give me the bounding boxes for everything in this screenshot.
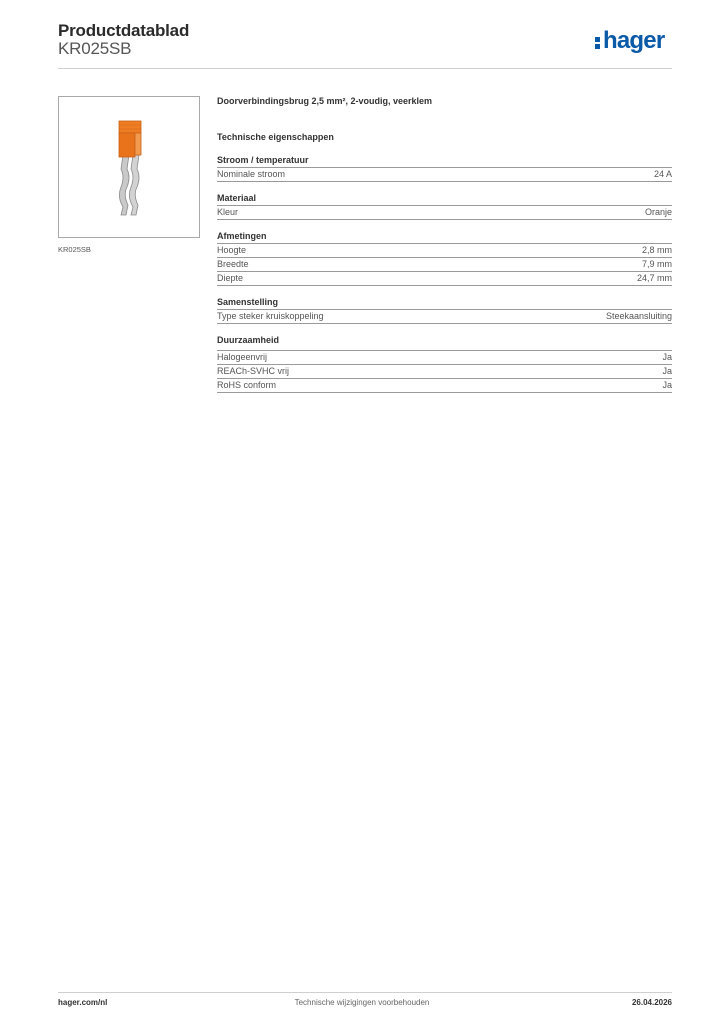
technical-properties-heading: Technische eigenschappen	[217, 132, 334, 142]
property-row	[217, 351, 672, 365]
property-row	[217, 379, 672, 393]
property-value: Oranje	[644, 207, 672, 217]
property-label: Diepte	[217, 273, 244, 283]
footer-website-link[interactable]: hager.com/nl	[58, 998, 108, 1007]
product-image-frame	[58, 96, 200, 238]
section-material	[217, 193, 672, 220]
property-row	[217, 310, 672, 324]
section-current-temperature	[217, 155, 672, 182]
property-row	[217, 258, 672, 272]
property-label: Halogeenvrij	[217, 352, 268, 362]
property-value: Steekaansluiting	[605, 311, 672, 321]
orange-bridge-connector-icon	[59, 97, 199, 237]
property-label: Breedte	[217, 259, 249, 269]
section-dimensions	[217, 231, 672, 286]
property-value: 24 A	[653, 169, 672, 179]
property-row	[217, 244, 672, 258]
section-title: Samenstelling	[217, 297, 672, 310]
product-details	[217, 96, 672, 393]
image-caption: KR025SB	[58, 245, 91, 254]
property-row	[217, 272, 672, 286]
logo-wordmark: hager	[603, 27, 665, 54]
product-description: Doorverbindingsbrug 2,5 mm², 2-voudig, veerklem	[217, 96, 433, 106]
section-title: Afmetingen	[217, 231, 672, 244]
footer-disclaimer: Technische wijzigingen voorbehouden	[294, 998, 430, 1007]
section-title: Stroom / temperatuur	[217, 155, 672, 168]
property-value: 2,8 mm	[641, 245, 672, 255]
section-title: Materiaal	[217, 193, 672, 206]
section-composition	[217, 297, 672, 324]
product-code: KR025SB	[58, 39, 132, 58]
property-label: Kleur	[217, 207, 239, 217]
section-sustainability	[217, 335, 672, 393]
property-value: Ja	[662, 366, 672, 376]
header-divider	[58, 68, 672, 69]
property-value: 7,9 mm	[641, 259, 672, 269]
logo-dots-icon	[594, 28, 602, 54]
property-label: Nominale stroom	[217, 169, 286, 179]
property-label: RoHS conform	[217, 380, 277, 390]
property-label: REACh-SVHC vrij	[217, 366, 290, 376]
document-title: Productdatablad	[58, 21, 190, 40]
footer-divider	[58, 992, 672, 993]
section-title: Duurzaamheid	[217, 335, 672, 351]
property-label: Type steker kruiskoppeling	[217, 311, 324, 321]
property-value: Ja	[662, 352, 672, 362]
property-value: 24,7 mm	[636, 273, 672, 283]
hager-logo	[594, 28, 664, 54]
property-label: Hoogte	[217, 245, 247, 255]
property-row	[217, 168, 672, 182]
property-row	[217, 365, 672, 379]
property-row	[217, 206, 672, 220]
property-value: Ja	[662, 380, 672, 390]
footer-date: 26.04.2026	[631, 998, 672, 1007]
